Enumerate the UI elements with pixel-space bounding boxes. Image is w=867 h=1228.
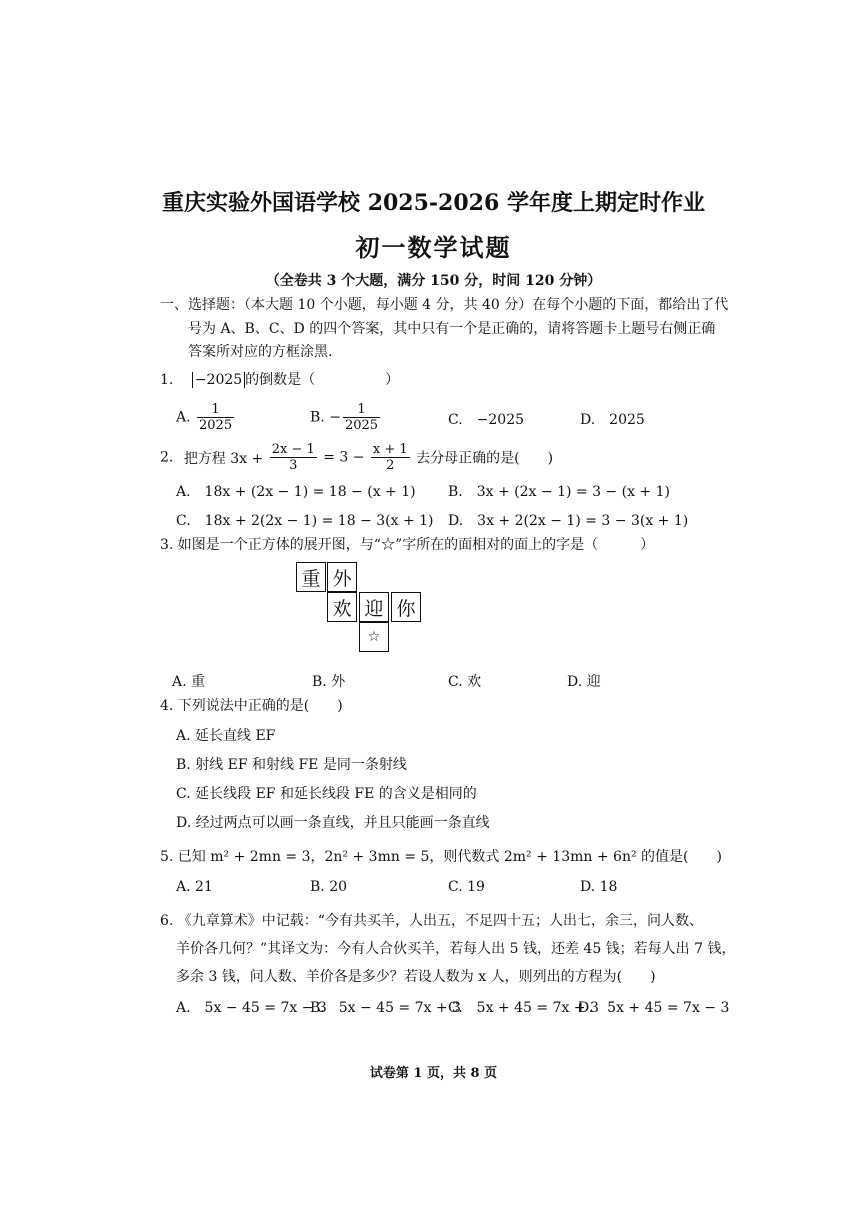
exam-subtitle: 初一数学试题 xyxy=(355,233,512,262)
q1-b-denominator: 2025 xyxy=(344,418,379,433)
q2-f1-numerator: 2x − 1 xyxy=(271,442,315,457)
q2-option-c: C. 18x + 2(2x − 1) = 18 − 3(x + 1) xyxy=(176,513,434,529)
q5-option-c: C. 19 xyxy=(448,879,485,895)
q1-option-d: D. 2025 xyxy=(580,412,645,428)
q1-text: 的倒数是（ ） xyxy=(245,372,400,388)
q1-option-b-label: B. xyxy=(310,409,325,426)
cube-net-cell-star: ☆ xyxy=(359,622,389,652)
q3-stem: 3. 如图是一个正方体的展开图，与“☆”字所在的面相对的面上的字是（ ） xyxy=(160,537,655,553)
q6-option-b: B. 5x − 45 = 7x + 3 xyxy=(310,1000,461,1016)
q4-option-c: C. 延长线段 EF 和延长线段 FE 的含义是相同的 xyxy=(176,786,477,802)
q5-option-d: D. 18 xyxy=(580,879,618,895)
section-instructions-line1: 一、选择题：（本大题 10 个小题，每小题 4 分，共 40 分）在每个小题的下面，都给出了代 xyxy=(160,297,729,313)
q2-option-a: A. 18x + (2x − 1) = 18 − (x + 1) xyxy=(176,484,416,500)
page-footer: 试卷第 1 页，共 8 页 xyxy=(369,1066,498,1081)
q4-option-d: D. 经过两点可以画一条直线，并且只能画一条直线 xyxy=(176,815,490,831)
q1-option-a-label: A. xyxy=(176,409,191,426)
section-instructions-line2: 号为 A、B、C、D 的四个答案，其中只有一个是正确的，请将答题卡上题号右侧正确 xyxy=(188,321,716,337)
q5-option-b: B. 20 xyxy=(310,879,348,895)
cube-net-cell-5: 你 xyxy=(391,592,421,622)
q2-number: 2. xyxy=(160,449,174,466)
q6-option-d: D. 5x + 45 = 7x − 3 xyxy=(578,1000,730,1016)
q2-fraction-2 xyxy=(371,442,410,473)
q6-stem-line2: 羊价各几何？”其译文为：今有人合伙买羊，若每人出 5 钱，还差 45 钱；若每人出 7 钱， xyxy=(176,941,736,957)
q6-option-a: A. 5x − 45 = 7x − 3 xyxy=(176,1000,327,1016)
cube-net-cell-3: 欢 xyxy=(327,592,357,622)
q1-a-denominator: 2025 xyxy=(199,418,233,433)
q1-option-a-fraction xyxy=(197,402,234,433)
q2-f1-denominator: 3 xyxy=(289,458,298,473)
q5-option-a: A. 21 xyxy=(176,879,213,895)
q4-stem: 4. 下列说法中正确的是( ) xyxy=(160,698,343,714)
q3-option-d: D. 迎 xyxy=(567,674,601,690)
q1-a-numerator: 1 xyxy=(197,402,234,418)
q5-stem: 5. 已知 m² + 2mn = 3，2n² + 3mn = 5，则代数式 2m² + 13mn + 6n² 的值是( ) xyxy=(160,849,722,865)
q2-f2-denominator: 2 xyxy=(386,458,395,473)
q1-abs-value: −2025 xyxy=(192,372,245,388)
q1-option-c: C. −2025 xyxy=(448,412,525,428)
q2-pre: 把方程 3x + xyxy=(183,450,264,467)
q2-option-d: D. 3x + 2(2x − 1) = 3 − 3(x + 1) xyxy=(448,513,689,529)
q1-option-b xyxy=(310,402,382,433)
q6-stem-line1: 6. 《九章算术》中记载：“今有共买羊，人出五，不足四十五；人出七，余三，问人数、 xyxy=(160,913,703,929)
cube-net-cell-4: 迎 xyxy=(359,592,389,622)
q3-option-a: A. 重 xyxy=(172,674,206,690)
q1-b-numerator: 1 xyxy=(343,402,380,418)
q4-option-a: A. 延长直线 EF xyxy=(176,728,276,744)
q1-option-a xyxy=(176,402,236,433)
q2-mid: = 3 − xyxy=(323,449,365,466)
exam-title: 重庆实验外国语学校 2025-2026 学年度上期定时作业 xyxy=(162,190,705,216)
q1-option-b-sign: − xyxy=(329,409,341,426)
q3-option-b: B. 外 xyxy=(312,674,346,690)
cube-net-cell-1: 重 xyxy=(296,562,326,592)
q1-option-b-fraction xyxy=(343,402,380,433)
q2-fraction-1 xyxy=(270,442,317,473)
q2-post: 去分母正确的是( ) xyxy=(416,450,554,467)
q1-number: 1. xyxy=(160,372,174,388)
q3-option-c: C. 欢 xyxy=(448,674,482,690)
q2-f2-numerator: x + 1 xyxy=(372,442,408,457)
section-instructions-line3: 答案所对应的方框涂黑. xyxy=(188,344,333,360)
q2-option-b: B. 3x + (2x − 1) = 3 − (x + 1) xyxy=(448,484,670,500)
q6-stem-line3: 多余 3 钱，问人数、羊价各是多少？若设人数为 x 人，则列出的方程为( ) xyxy=(176,969,656,985)
exam-note: （全卷共 3 个大题，满分 150 分，时间 120 分钟） xyxy=(265,273,602,289)
cube-net-cell-2: 外 xyxy=(327,562,357,592)
q4-option-b: B. 射线 EF 和射线 FE 是同一条射线 xyxy=(176,757,407,773)
q1-stem xyxy=(160,369,399,389)
q2-stem xyxy=(160,442,553,473)
q6-option-c: C. 5x + 45 = 7x + 3 xyxy=(448,1000,599,1016)
